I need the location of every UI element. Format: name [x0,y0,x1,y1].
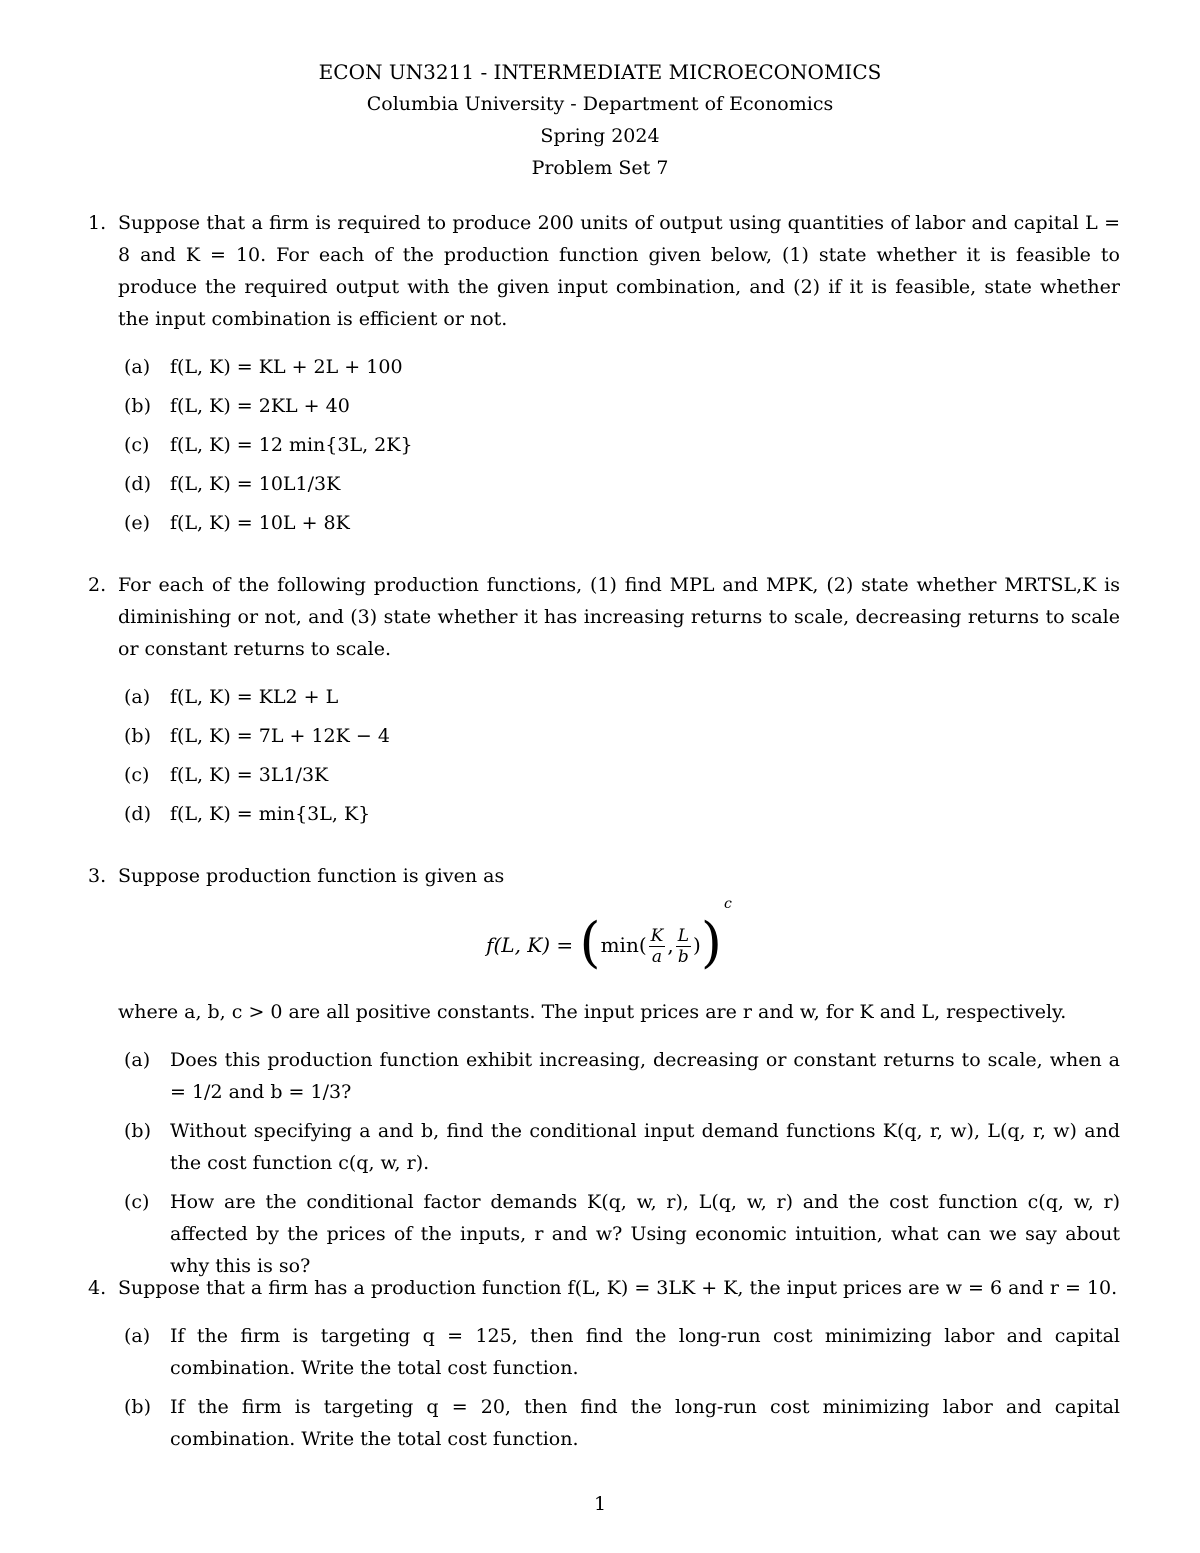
subquestion [124,429,1120,461]
subquestion-text: How are the conditional factor demands K(q, w, r), L(q, w, r) and the cost function c(q, w, r) affected by the prices of the inputs, r and w? Using economic intuition, what can we say about why this is so? [170,1191,1120,1277]
subquestion [124,468,1120,500]
formula: f(L, K) = 3L1/3K [170,764,329,786]
problem-number: 4. [88,1277,107,1299]
subquestion [124,1320,1120,1384]
subquestion-list [124,681,1120,830]
problem-text: Suppose production function is given as [118,865,505,887]
subquestion-label: (a) [124,1049,151,1071]
formula: f(L, K) = 7L + 12K − 4 [170,725,390,747]
formula-lhs: f(L, K) = [486,933,574,957]
subquestion-label: (b) [124,1120,151,1142]
subquestion-label: (b) [124,395,151,417]
formula: f(L, K) = 10L1/3K [170,473,341,495]
problem-4 [88,1272,1120,1462]
subquestion-label: (b) [124,1396,151,1418]
subquestion [124,798,1120,830]
problem-text: Suppose that a firm has a production function f(L, K) = 3LK + K, the input prices are w = 6 and r = 10. [118,1277,1118,1299]
fraction-k-over-a [649,926,666,967]
subquestion-list [124,1320,1120,1455]
subquestion [124,1391,1120,1455]
subquestion-label: (c) [124,1191,150,1213]
problem-number: 2. [88,574,107,596]
formula: f(L, K) = KL2 + L [170,686,339,708]
numerator: L [677,926,689,946]
problem-number: 1. [88,212,107,234]
subquestion-text: Does this production function exhibit increasing, decreasing or constant returns to scale, when a = 1/2 and b = 1/3? [170,1049,1120,1103]
subquestion-label: (a) [124,356,151,378]
denominator: a [651,947,663,967]
left-paren: ( [579,910,601,974]
subquestion [124,1115,1120,1179]
subquestion [124,1186,1120,1282]
subquestion-label: (d) [124,473,151,495]
subquestion [124,720,1120,752]
subquestion-label: (c) [124,764,150,786]
page-number: 1 [593,1493,607,1515]
problem-number: 3. [88,865,107,887]
course-title: ECON UN3211 - INTERMEDIATE MICROECONOMICS [318,60,882,84]
formula: f(L, K) = 2KL + 40 [170,395,350,417]
formula: f(L, K) = min{3L, K} [170,803,371,825]
production-function-formula: f(L, K) = (min( $\frac{K}{a}$ , $\frac{L}{b}$ )) c [486,896,732,974]
subquestion [124,681,1120,713]
subquestion [124,507,1120,539]
denominator: b [677,947,689,967]
formula: f(L, K) = 10L + 8K [170,512,350,534]
formula: f(L, K) = 12 min{3L, 2K} [170,434,413,456]
problem-set-title: Problem Set 7 [531,157,669,179]
subquestion-label: (b) [124,725,151,747]
subquestion [124,759,1120,791]
subquestion [124,351,1120,383]
exponent: c [724,896,732,912]
min-close: ) [693,933,701,957]
subquestion-text: If the firm is targeting q = 125, then find the long-run cost minimizing labor and capital combination. Write the total cost function. [170,1325,1120,1379]
problem-1 [88,207,1120,546]
problem-text: For each of the following production functions, (1) find MPL and MPK, (2) state whether MRTSL,K is diminishing or not, and (3) state whether it has increasing returns to scale, decreasing returns to scale or constant returns to scale. [118,574,1120,660]
header [0,56,1200,184]
subquestion-text: If the firm is targeting q = 20, then find the long-run cost minimizing labor and capital combination. Write the total cost function. [170,1396,1120,1450]
problem-2 [88,569,1120,837]
min-operator: min( [600,933,647,957]
subquestion-text: Without specifying a and b, find the conditional input demand functions K(q, r, w), L(q, r, w) and the cost function c(q, w, r). [170,1120,1120,1174]
subquestion [124,1044,1120,1108]
term-line: Spring 2024 [540,125,660,147]
problem-text: Suppose that a firm is required to produce 200 units of output using quantities of labor and capital L = 8 and K = 10. For each of the production function given below, (1) state whether it is feasible to produce the required output with the given input combination, and (2) if it is feasible, state whether the input combination is efficient or not. [118,212,1120,330]
subquestion [124,390,1120,422]
formula: f(L, K) = KL + 2L + 100 [170,356,403,378]
problem-3 [88,860,1120,1289]
subquestion-label: (a) [124,1325,151,1347]
subquestion-label: (d) [124,803,151,825]
problem-text-continued: where a, b, c > 0 are all positive constants. The input prices are r and w, for K and L, respectively. [118,1001,1067,1023]
subquestion-list [124,1044,1120,1282]
subquestion-label: (c) [124,434,150,456]
department-line: Columbia University - Department of Economics [366,93,834,115]
fraction-l-over-b [676,926,691,967]
right-paren: ) [700,910,722,974]
subquestion-label: (e) [124,512,151,534]
subquestion-list [124,351,1120,539]
subquestion-label: (a) [124,686,151,708]
numerator: K [650,926,664,946]
